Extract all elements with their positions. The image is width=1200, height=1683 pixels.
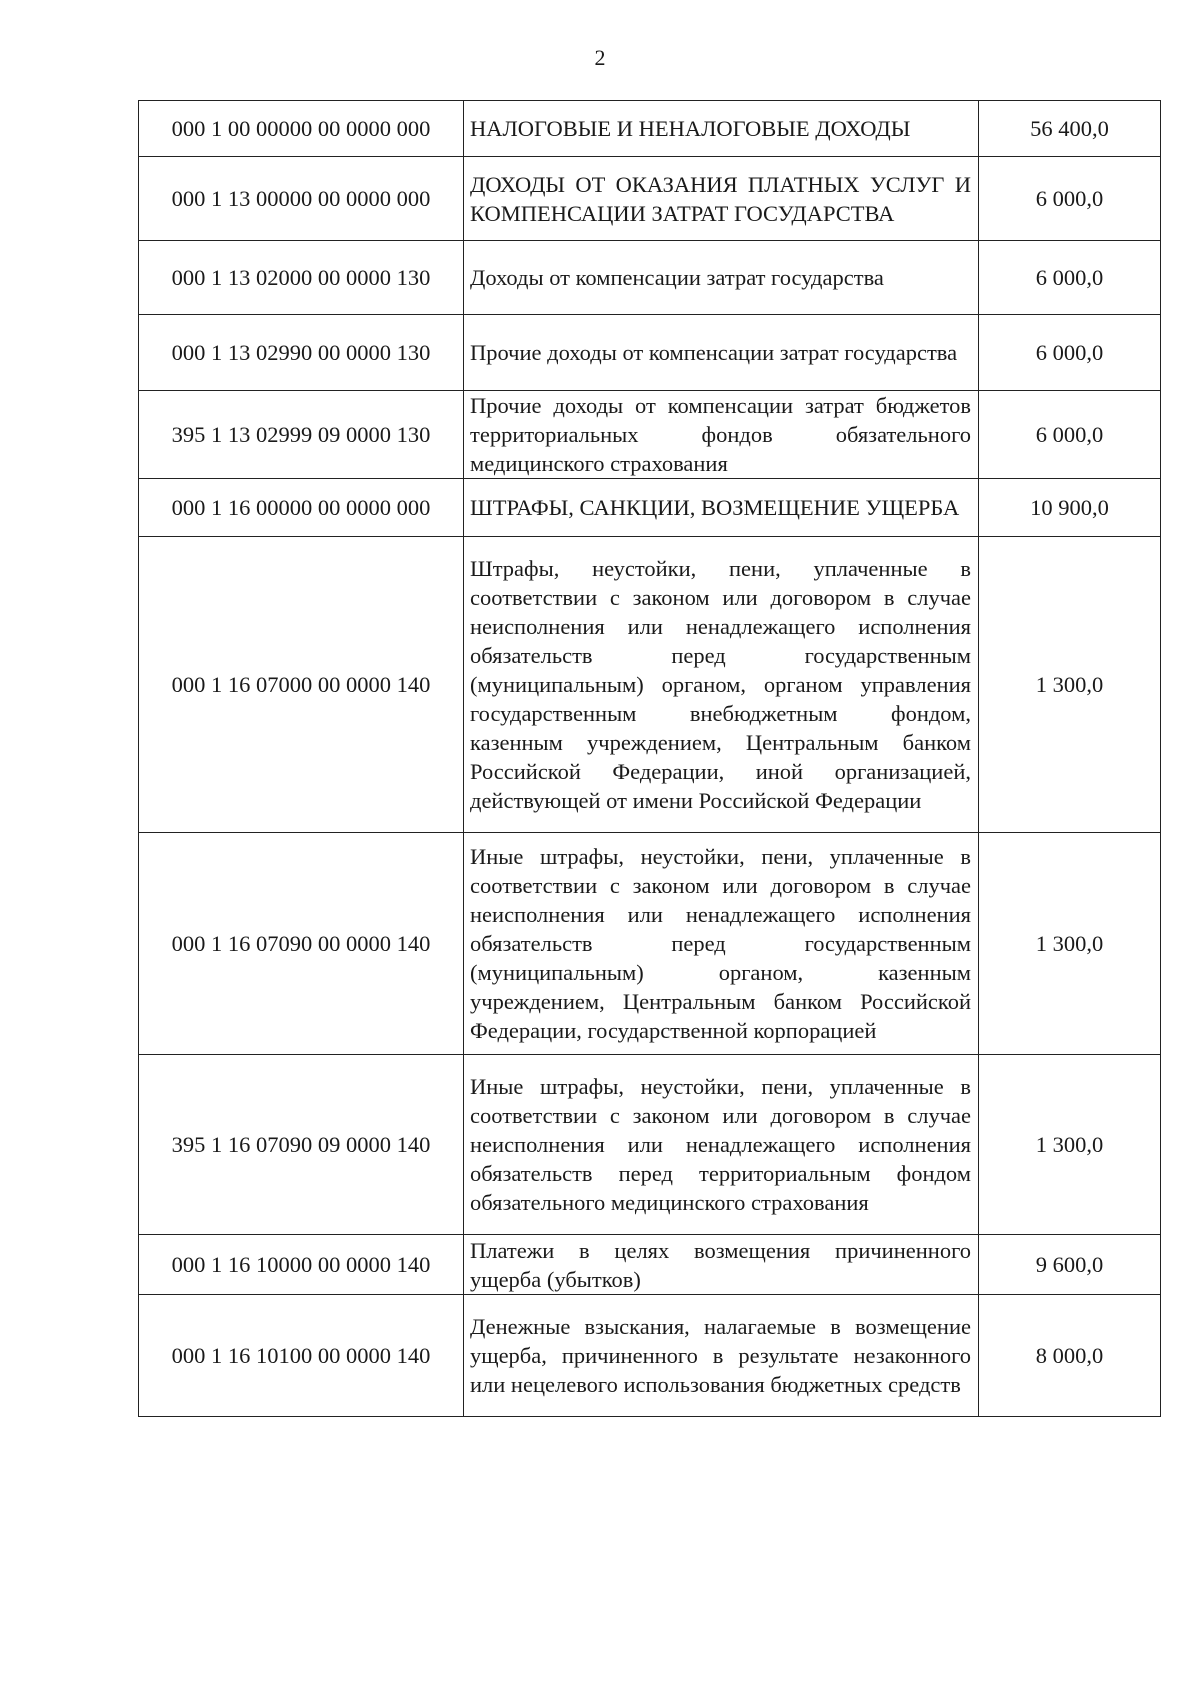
- table-row: [139, 315, 1161, 391]
- revenue-name-cell: Доходы от компенсации затрат государства: [464, 241, 979, 315]
- revenue-name-cell: Прочие доходы от компенсации затрат бюджетов территориальных фондов обязательного медицинского страхования: [464, 391, 979, 479]
- budget-code-cell: 000 1 00 00000 00 0000 000: [139, 101, 464, 157]
- table-row: [139, 1295, 1161, 1417]
- budget-code-cell: 000 1 13 02990 00 0000 130: [139, 315, 464, 391]
- budget-code-cell: 395 1 16 07090 09 0000 140: [139, 1055, 464, 1235]
- amount-cell: 6 000,0: [979, 241, 1161, 315]
- table-row: [139, 241, 1161, 315]
- table-row: [139, 391, 1161, 479]
- table-row: [139, 157, 1161, 241]
- revenue-name-cell: Иные штрафы, неустойки, пени, уплаченные в соответствии с законом или договором в случае неисполнения или ненадлежащего исполнения обязательств перед государственным (муниципальным) органом, казенным учреждением, Центральным банком Российской Федерации, государственной корпорацией: [464, 833, 979, 1055]
- amount-cell: 6 000,0: [979, 391, 1161, 479]
- budget-code-cell: 000 1 16 07000 00 0000 140: [139, 537, 464, 833]
- page-number: 2: [594, 45, 606, 70]
- budget-code-cell: 395 1 13 02999 09 0000 130: [139, 391, 464, 479]
- amount-cell: 6 000,0: [979, 157, 1161, 241]
- amount-cell: 8 000,0: [979, 1295, 1161, 1417]
- table-row: [139, 1055, 1161, 1235]
- budget-code-cell: 000 1 13 00000 00 0000 000: [139, 157, 464, 241]
- amount-cell: 1 300,0: [979, 1055, 1161, 1235]
- revenue-name-cell: Иные штрафы, неустойки, пени, уплаченные в соответствии с законом или договором в случае неисполнения или ненадлежащего исполнения обязательств перед территориальным фондом обязательного медицинского страхования: [464, 1055, 979, 1235]
- amount-cell: 56 400,0: [979, 101, 1161, 157]
- budget-code-cell: 000 1 16 07090 00 0000 140: [139, 833, 464, 1055]
- revenue-name-cell: Прочие доходы от компенсации затрат государства: [464, 315, 979, 391]
- amount-cell: 1 300,0: [979, 833, 1161, 1055]
- budget-code-cell: 000 1 13 02000 00 0000 130: [139, 241, 464, 315]
- budget-revenue-table: [138, 100, 1161, 1417]
- table-row: [139, 479, 1161, 537]
- budget-code-cell: 000 1 16 10000 00 0000 140: [139, 1235, 464, 1295]
- amount-cell: 6 000,0: [979, 315, 1161, 391]
- budget-code-cell: 000 1 16 10100 00 0000 140: [139, 1295, 464, 1417]
- amount-cell: 1 300,0: [979, 537, 1161, 833]
- table-row: [139, 101, 1161, 157]
- amount-cell: 10 900,0: [979, 479, 1161, 537]
- table-row: [139, 1235, 1161, 1295]
- revenue-name-cell: Штрафы, неустойки, пени, уплаченные в соответствии с законом или договором в случае неисполнения или ненадлежащего исполнения обязательств перед государственным (муниципальным) органом, органом управления государственным внебюджетным фондом, казенным учреждением, Центральным банком Российской Федерации, иной организацией, действующей от имени Российской Федерации: [464, 537, 979, 833]
- revenue-name-cell: Платежи в целях возмещения причиненного ущерба (убытков): [464, 1235, 979, 1295]
- table-row: [139, 833, 1161, 1055]
- table-row: [139, 537, 1161, 833]
- budget-code-cell: 000 1 16 00000 00 0000 000: [139, 479, 464, 537]
- revenue-name-cell: ДОХОДЫ ОТ ОКАЗАНИЯ ПЛАТНЫХ УСЛУГ И КОМПЕНСАЦИИ ЗАТРАТ ГОСУДАРСТВА: [464, 157, 979, 241]
- revenue-name-cell: Денежные взыскания, налагаемые в возмещение ущерба, причиненного в результате незаконного или нецелевого использования бюджетных средств: [464, 1295, 979, 1417]
- revenue-name-cell: ШТРАФЫ, САНКЦИИ, ВОЗМЕЩЕНИЕ УЩЕРБА: [464, 479, 979, 537]
- revenue-name-cell: НАЛОГОВЫЕ И НЕНАЛОГОВЫЕ ДОХОДЫ: [464, 101, 979, 157]
- amount-cell: 9 600,0: [979, 1235, 1161, 1295]
